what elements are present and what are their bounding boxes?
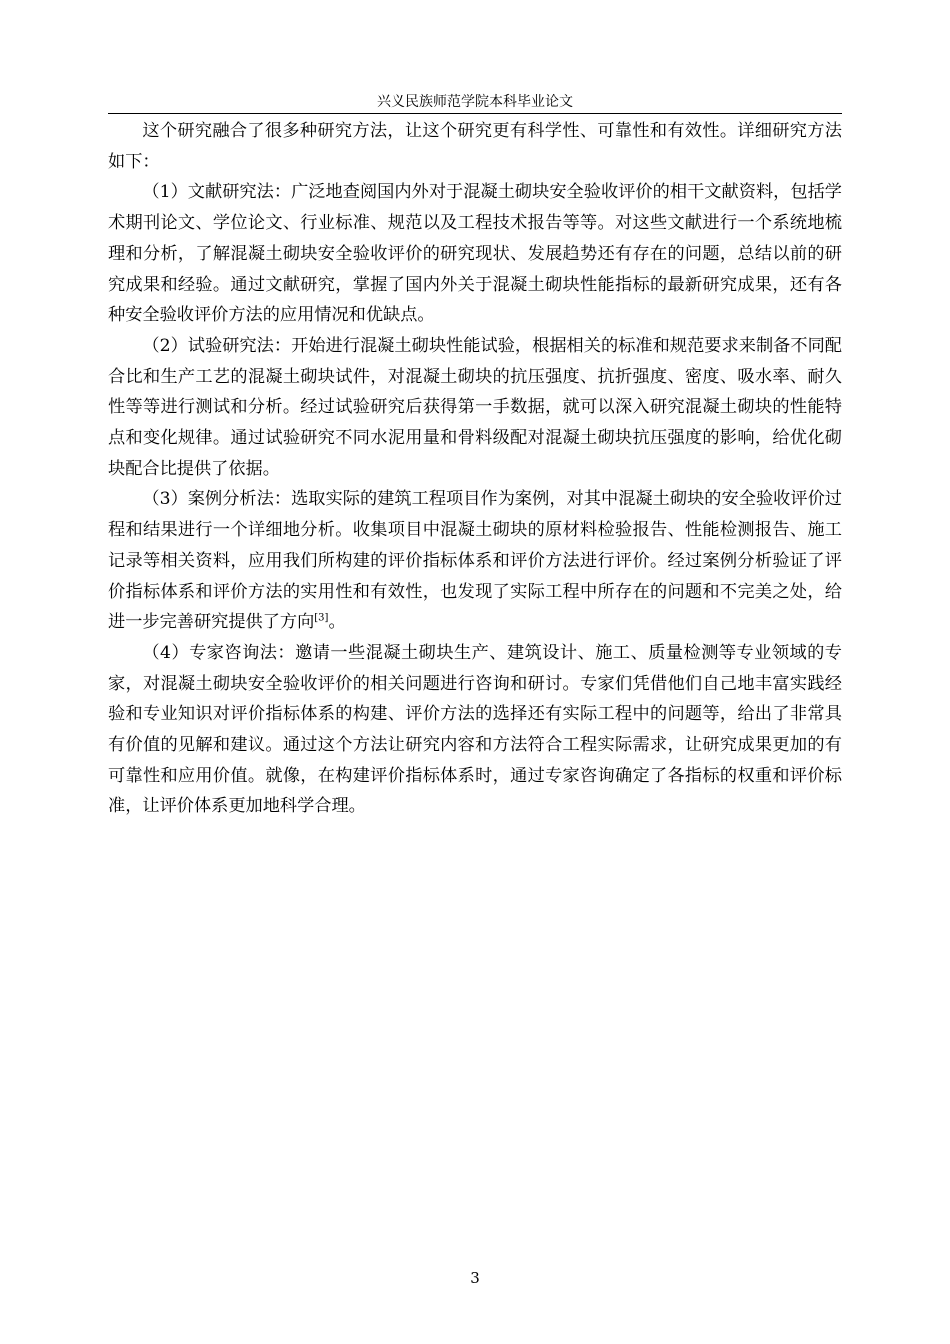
method-experiment-label: （2）试验研究法：	[142, 335, 292, 356]
method-case-label: （3）案例分析法：	[142, 489, 292, 510]
citation-reference: [3]	[314, 612, 329, 624]
page-number: 3	[470, 1269, 480, 1287]
method-literature-text: 广泛地查阅国内外对于混凝土砌块安全验收评价的相干文献资料，包括学术期刊论文、学位论文、行业标准、规范以及工程技术报告等等。对这些文献进行一个系统地梳理和分析，了解混凝土砌块安全验收评价的研究现状、发展趋势还有存在的问题，总结以前的研究成果和经验。通过文献研究，掌握了国内外关于混凝土砌块性能指标的最新研究成果，还有各种安全验收评价方法的应用情况和优缺点。	[108, 182, 842, 326]
page-header	[108, 91, 842, 114]
method-literature-paragraph	[108, 177, 842, 331]
method-case-end: 。	[328, 612, 346, 633]
method-case-paragraph	[108, 484, 842, 638]
intro-paragraph: 这个研究融合了很多种研究方法，让这个研究更有科学性、可靠性和有效性。详细研究方法如下：	[108, 121, 842, 172]
method-experiment-paragraph	[108, 331, 842, 485]
method-experiment-text: 开始进行混凝土砌块性能试验，根据相关的标准和规范要求来制备不同配合比和生产工艺的混凝土砌块试件，对混凝土砌块的抗压强度、抗折强度、密度、吸水率、耐久性等等进行测试和分析。经过试验研究后获得第一手数据，就可以深入研究混凝土砌块的性能特点和变化规律。通过试验研究不同水泥用量和骨料级配对混凝土砌块抗压强度的影响，给优化砌块配合比提供了依据。	[108, 335, 842, 479]
method-expert-text: 邀请一些混凝土砌块生产、建筑设计、施工、质量检测等专业领域的专家，对混凝土砌块安全验收评价的相关问题进行咨询和研讨。专家们凭借他们自己地丰富实践经验和专业知识对评价指标体系的构建、评价方法的选择还有实际工程中的问题等，给出了非常具有价值的见解和建议。通过这个方法让研究内容和方法符合工程实际需求，让研究成果更加的有可靠性和应用价值。就像，在构建评价指标体系时，通过专家咨询确定了各指标的权重和评价标准，让评价体系更加地科学合理。	[108, 642, 842, 817]
method-expert-paragraph	[108, 638, 842, 822]
header-title: 兴义民族师范学院本科毕业论文	[377, 94, 573, 110]
body-text	[108, 116, 842, 822]
method-expert-label: （4）专家咨询法：	[142, 642, 296, 663]
method-case-text: 选取实际的建筑工程项目作为案例，对其中混凝土砌块的安全验收评价过程和结果进行一个详细地分析。收集项目中混凝土砌块的原材料检验报告、性能检测报告、施工记录等相关资料，应用我们所构建的评价指标体系和评价方法进行评价。经过案例分析验证了评价指标体系和评价方法的实用性和有效性，也发现了实际工程中所存在的问题和不完美之处，给进一步完善研究提供了方向	[108, 489, 842, 633]
method-literature-label: （1）文献研究法：	[142, 182, 292, 203]
